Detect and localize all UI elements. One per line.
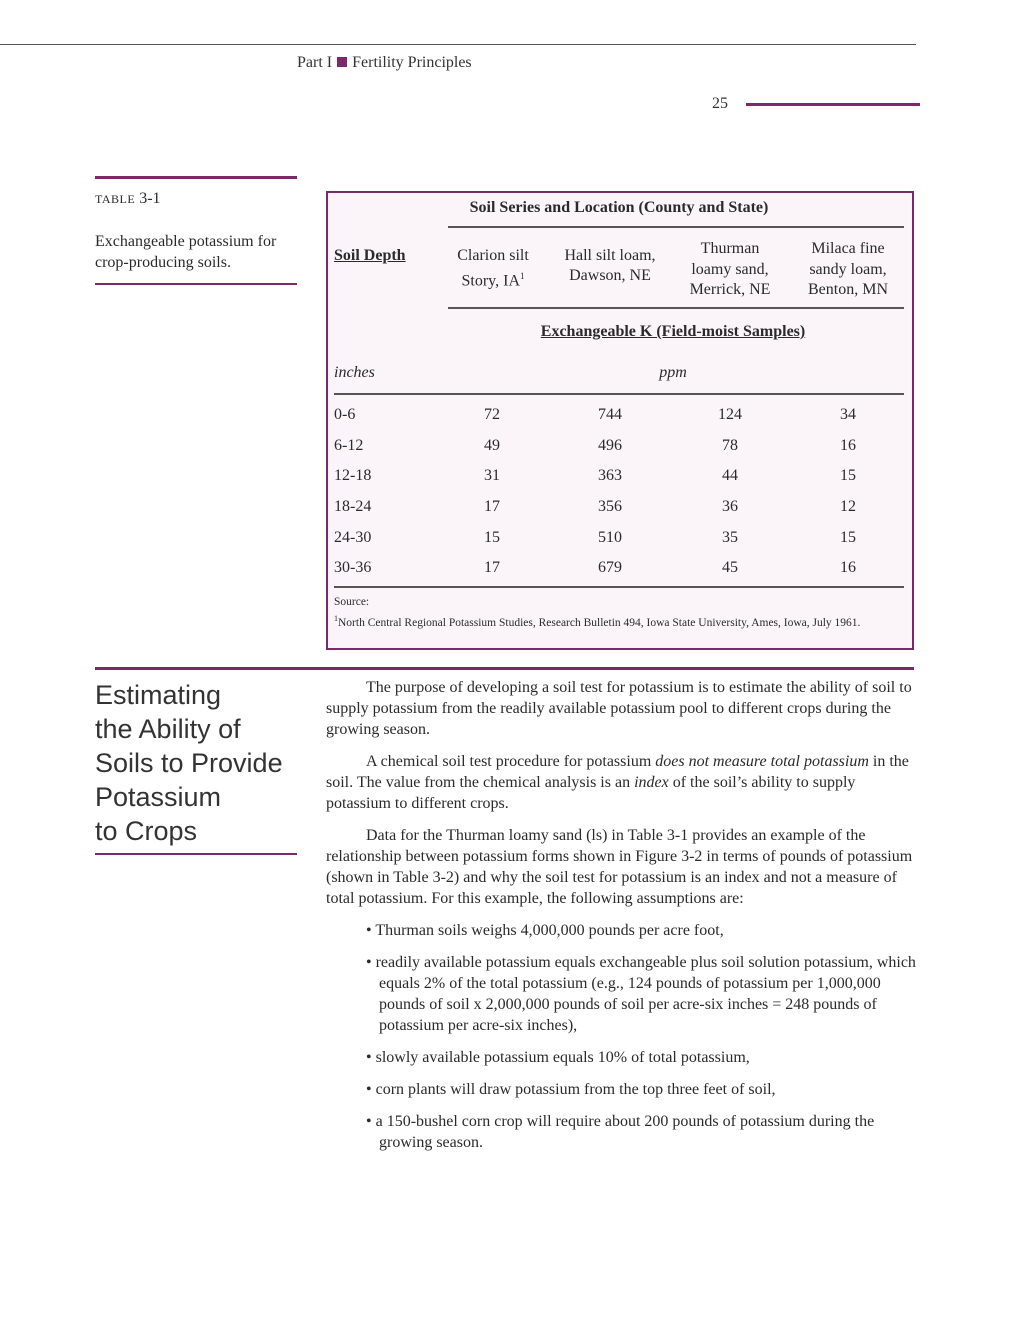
col-header-clarion-location: Story, IA xyxy=(461,272,520,290)
cell-value: 356 xyxy=(598,498,622,515)
paragraph-2 xyxy=(326,751,916,814)
cell-value: 49 xyxy=(484,437,500,454)
source-footnote-marker: 1 xyxy=(334,613,338,623)
table-label-prefix: TABLE xyxy=(95,192,136,206)
col-header-milaca xyxy=(796,239,900,301)
col-header-clarion-line2 xyxy=(442,266,544,291)
cell-value: 679 xyxy=(598,559,622,576)
col-header-thurman-line2: loamy sand, xyxy=(691,260,769,278)
cell-depth: 24-30 xyxy=(334,529,372,546)
table-bottom-rule xyxy=(334,586,904,588)
source-citation xyxy=(334,611,894,631)
cell-value: 44 xyxy=(722,467,738,484)
section-title-bottom-rule xyxy=(95,853,297,855)
source-text: North Central Regional Potassium Studies, Research Bulletin 494, Iowa State University, Ames, Iowa, July 1961. xyxy=(338,616,861,629)
col-header-hall-line1: Hall silt loam, xyxy=(564,247,656,264)
body-text xyxy=(326,677,916,1164)
cell-value: 31 xyxy=(484,467,500,484)
list-item: • Thurman soils weighs 4,000,000 pounds per acre foot, xyxy=(366,922,724,939)
col-header-milaca-line3: Benton, MN xyxy=(808,281,888,298)
paragraph-1: The purpose of developing a soil test for potassium is to estimate the ability of soil to supply potassium from the readily available potassium pool to different crops during the growing season. xyxy=(326,679,912,738)
table-3-1 xyxy=(326,191,914,650)
cell-value: 496 xyxy=(598,437,622,454)
section-title-line: the Ability of xyxy=(95,714,241,744)
table-source xyxy=(334,595,894,631)
col-header-thurman-line3: Merrick, NE xyxy=(689,281,771,298)
col-header-hall xyxy=(554,246,666,286)
cell-value: 15 xyxy=(840,467,856,484)
col-header-clarion xyxy=(442,246,544,291)
table-caption: Exchangeable potassium for crop-producing soils. xyxy=(95,233,277,271)
paragraph-3: Data for the Thurman loamy sand (ls) in Table 3-1 provides an example of the relationship between potassium forms shown in Figure 3-2 in terms of pounds of potassium (shown in Table 3-2) and why the soil test for potassium is an index and not a measure of total potassium. For this example, the following assumptions are: xyxy=(326,827,913,907)
running-head xyxy=(297,54,472,72)
cell-value: 16 xyxy=(840,437,856,454)
cell-value: 510 xyxy=(598,529,622,546)
page-number-rule xyxy=(746,103,920,106)
col-header-thurman xyxy=(678,239,782,301)
cell-value: 363 xyxy=(598,467,622,484)
cell-value: 36 xyxy=(722,498,738,515)
section-title xyxy=(95,678,300,848)
cell-value: 78 xyxy=(722,437,738,454)
cell-depth: 0-6 xyxy=(334,406,356,423)
cell-value: 744 xyxy=(598,406,622,423)
unit-value: ppm xyxy=(659,364,687,381)
caption-top-rule xyxy=(95,176,297,179)
unit-depth: inches xyxy=(334,364,375,381)
section-title-line: Potassium xyxy=(95,782,222,812)
col-header-thurman-line1: Thurman xyxy=(700,240,760,257)
p2-text: of the soil’s ability to supply potassium to different crops. xyxy=(326,774,856,812)
cell-value: 34 xyxy=(840,406,856,423)
group-header-rule xyxy=(448,226,904,228)
caption-bottom-rule xyxy=(95,283,297,285)
cell-value: 72 xyxy=(484,406,500,423)
cell-depth: 6-12 xyxy=(334,437,364,454)
list-item: • corn plants will draw potassium from the top three feet of soil, xyxy=(366,1081,776,1098)
square-bullet-icon xyxy=(337,57,347,67)
page-number: 25 xyxy=(712,95,728,112)
col-header-milaca-line1: Milaca fine xyxy=(811,240,885,257)
list-item: • slowly available potassium equals 10% of total potassium, xyxy=(366,1049,750,1066)
cell-value: 17 xyxy=(484,559,500,576)
p2-text: in the soil. The value from the chemical analysis is an xyxy=(326,753,909,791)
section-top-rule xyxy=(95,667,914,670)
footnote-marker: 1 xyxy=(520,271,525,281)
col-header-depth: Soil Depth xyxy=(334,247,406,264)
cell-depth: 30-36 xyxy=(334,559,372,576)
cell-value: 17 xyxy=(484,498,500,515)
source-label: Source: xyxy=(334,596,370,608)
units-rule xyxy=(334,393,904,395)
list-item: • readily available potassium equals exchangeable plus soil solution potassium, which equals 2% of the total potassium (e.g., 124 pounds of potassium per 1,000,000 pounds of soil x 2,000,000 pounds of soil per acre-six inches = 248 pounds of potassium per acre-six inches), xyxy=(366,954,916,1034)
cell-depth: 18-24 xyxy=(334,498,372,515)
header-rule xyxy=(0,44,916,45)
list-item: • a 150-bushel corn crop will require about 200 pounds of potassium during the growing season. xyxy=(366,1113,875,1151)
table-label xyxy=(95,190,161,208)
cell-value: 15 xyxy=(484,529,500,546)
group-header: Soil Series and Location (County and State) xyxy=(469,199,769,216)
cell-depth: 12-18 xyxy=(334,467,372,484)
cell-value: 16 xyxy=(840,559,856,576)
section-title-line: to Crops xyxy=(95,816,198,846)
cell-value: 35 xyxy=(722,529,738,546)
cell-value: 124 xyxy=(718,406,742,423)
cell-value: 15 xyxy=(840,529,856,546)
assumption-list xyxy=(326,920,916,1153)
cell-value: 45 xyxy=(722,559,738,576)
part-label: Part I xyxy=(297,54,333,71)
col-header-hall-line2: Dawson, NE xyxy=(569,267,651,284)
cell-value: 12 xyxy=(840,498,856,515)
col-header-milaca-line2: sandy loam, xyxy=(809,260,887,278)
p2-text: A chemical soil test procedure for potassium xyxy=(366,753,656,770)
col-header-clarion-line1: Clarion silt xyxy=(457,247,529,264)
section-title-line: Estimating xyxy=(95,680,222,710)
p2-emphasis: index xyxy=(634,774,669,791)
col-header-rule xyxy=(448,307,904,309)
section-label: Fertility Principles xyxy=(352,54,472,71)
table-label-number: 3-1 xyxy=(139,190,161,207)
p2-emphasis: does not measure total potassium xyxy=(655,753,869,770)
subheader: Exchangeable K (Field-moist Samples) xyxy=(540,323,806,340)
section-title-line: Soils to Provide xyxy=(95,748,283,778)
